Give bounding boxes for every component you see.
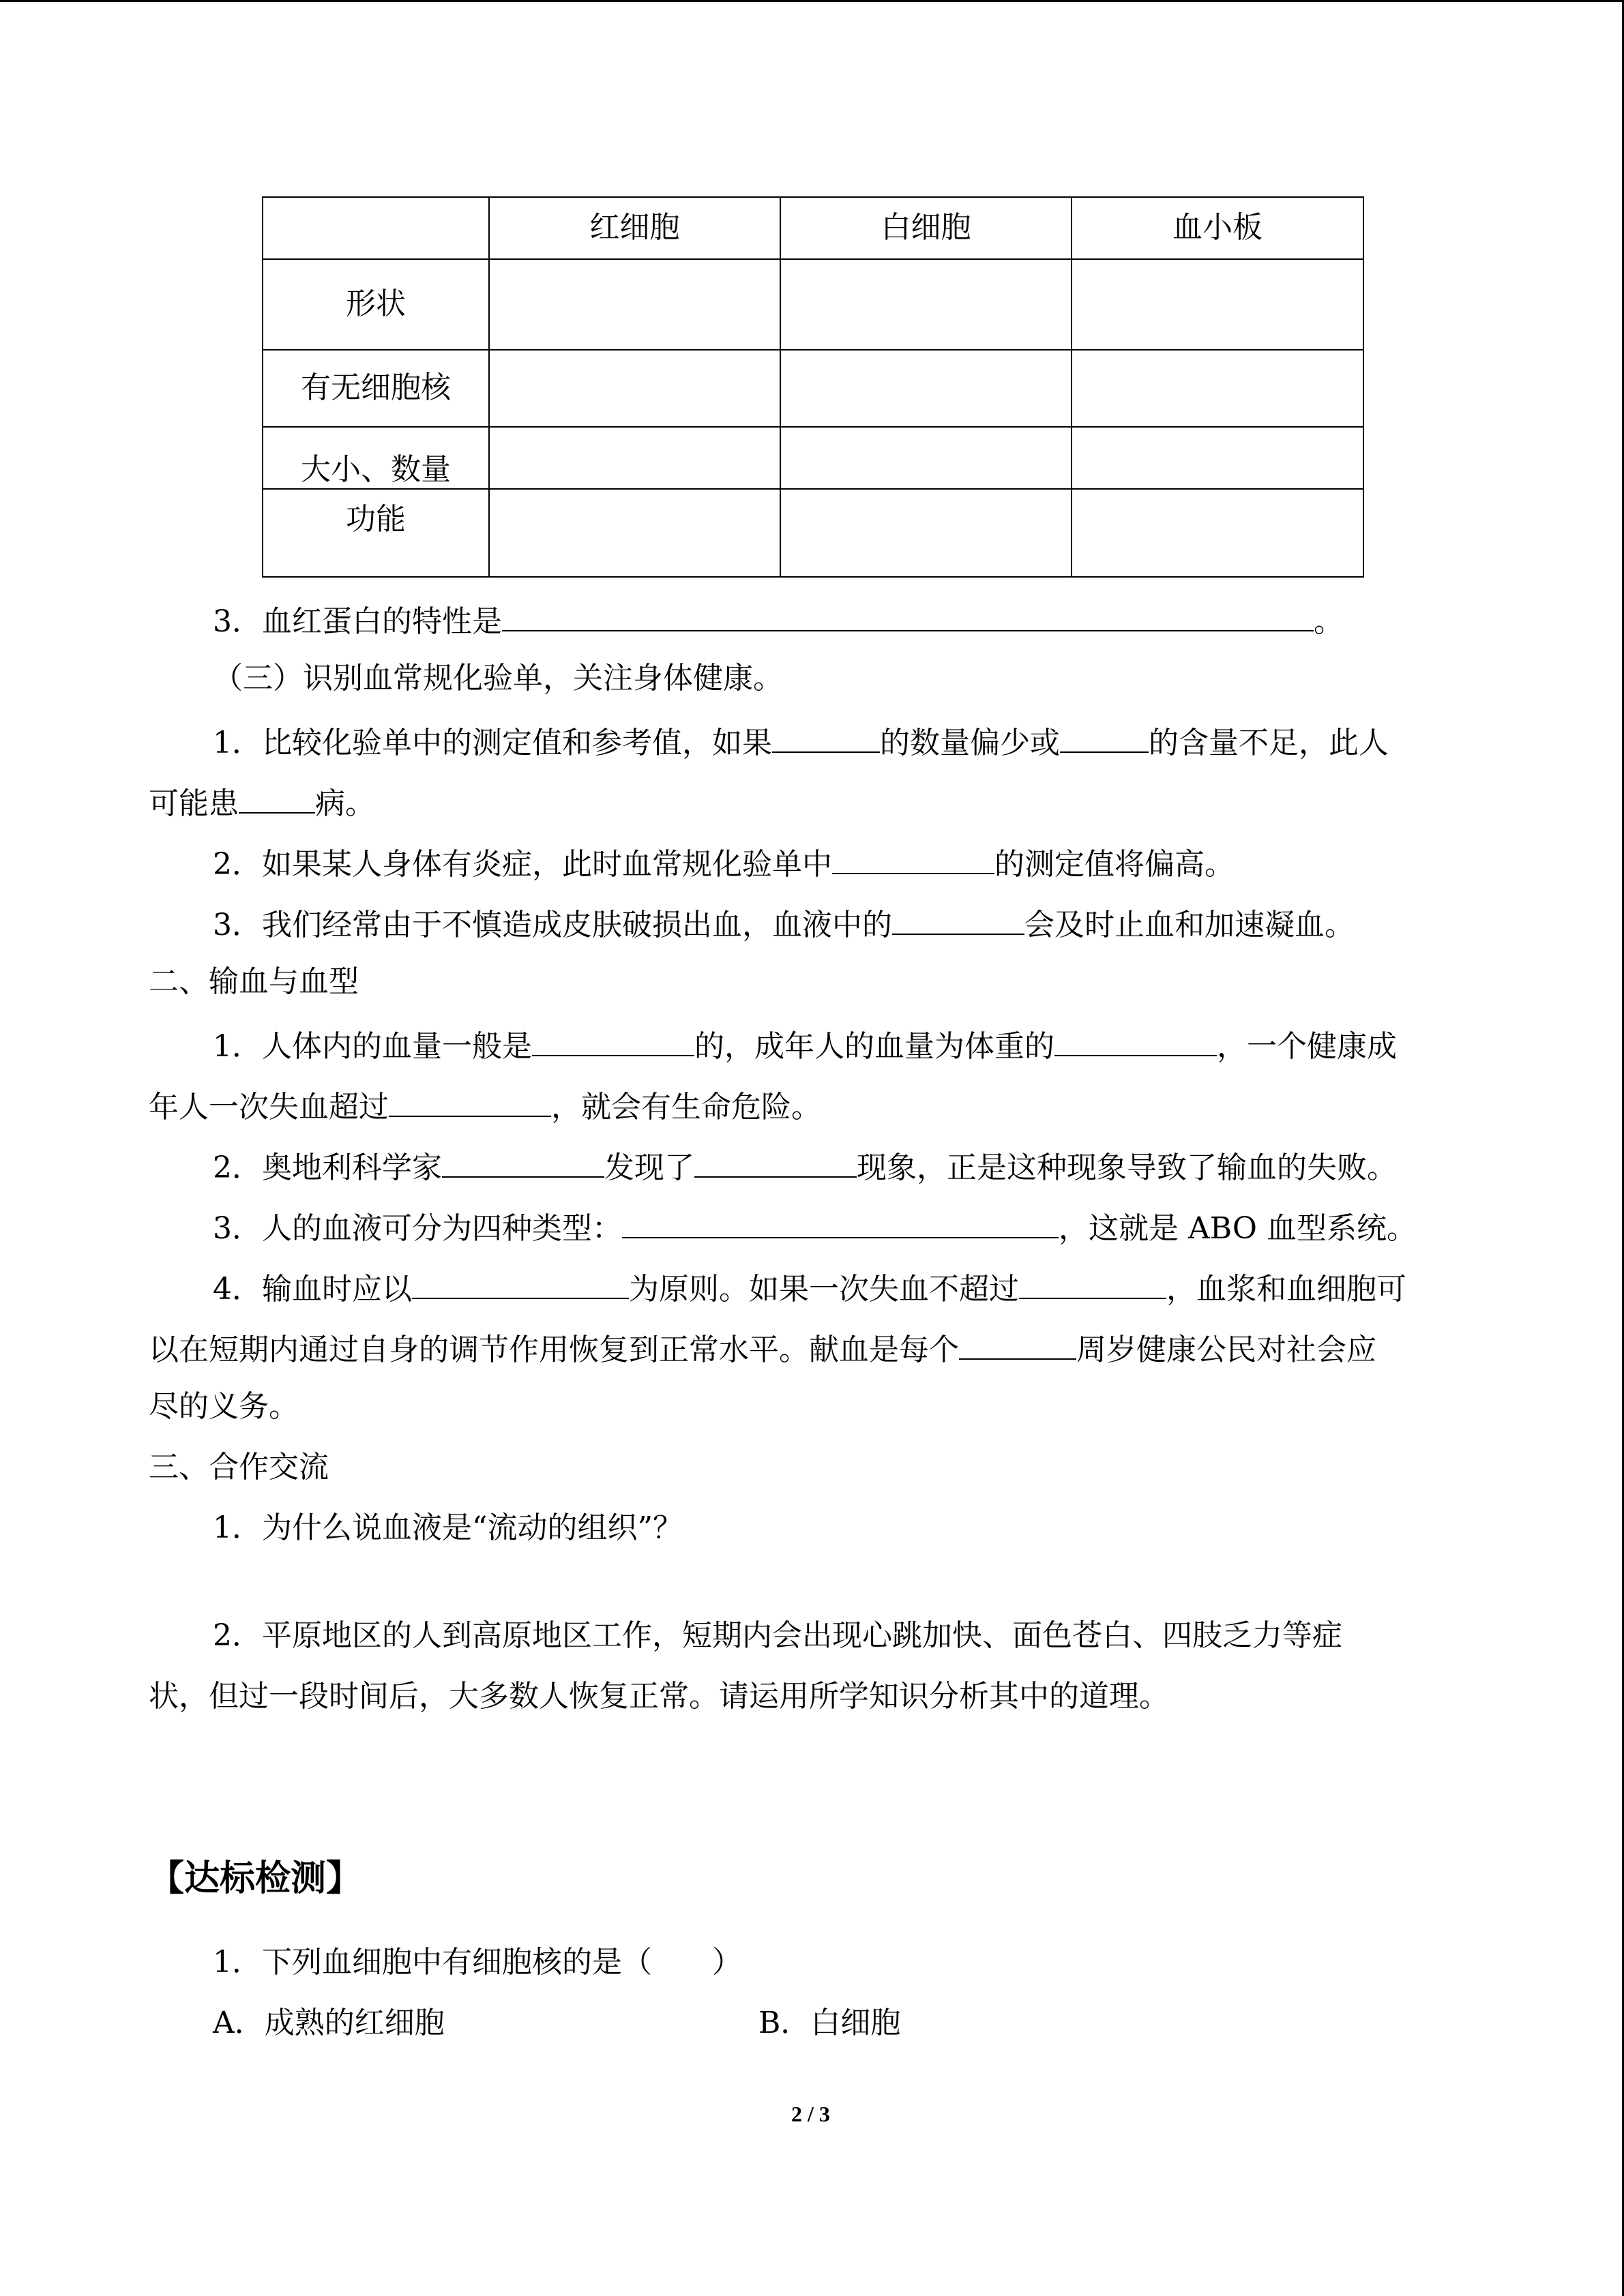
header-white-blood-cell: 白细胞	[780, 197, 1072, 259]
answer-cell[interactable]	[489, 259, 780, 350]
question-line	[149, 1083, 821, 1128]
line-text: A．成熟的红细胞	[213, 2006, 445, 2040]
line-text: ，这就是 ABO 血型系统。	[1059, 1211, 1417, 1246]
answer-blank[interactable]	[502, 597, 1314, 631]
page-number: 2 / 3	[791, 2102, 830, 2126]
answer-cell[interactable]	[1072, 489, 1363, 577]
discussion-question-2-cont	[149, 1676, 1169, 1717]
line-text: 2．奥地利科学家	[213, 1150, 442, 1185]
question-line	[213, 1144, 1397, 1189]
table-row	[263, 259, 1363, 350]
line-text: 会及时止血和加速凝血。	[1024, 908, 1355, 942]
answer-blank[interactable]	[1019, 1265, 1166, 1299]
answer-blank[interactable]	[412, 1265, 629, 1299]
line-text: ，一个健康成	[1217, 1029, 1397, 1064]
header-red-blood-cell: 红细胞	[489, 197, 780, 259]
line-text: 病。	[315, 786, 375, 821]
line-text: 的测定值将偏高。	[994, 847, 1235, 882]
answer-blank[interactable]	[532, 1022, 694, 1056]
answer-blank[interactable]	[892, 901, 1024, 935]
answer-cell[interactable]	[780, 427, 1072, 489]
table-corner-cell	[263, 197, 489, 259]
question-line	[213, 1265, 1406, 1310]
answer-blank[interactable]	[772, 719, 880, 753]
line-text: 的，成年人的血量为体重的	[694, 1029, 1054, 1064]
line-text: 4．输血时应以	[213, 1272, 412, 1307]
line-text: 2．如果某人身体有炎症，此时血常规化验单中	[213, 847, 832, 882]
line-text: 可能患	[149, 786, 239, 821]
table-row	[263, 489, 1363, 577]
answer-blank[interactable]	[1060, 719, 1149, 753]
line-text: 二、输血与血型	[149, 964, 359, 999]
table-row	[263, 427, 1363, 489]
line-text: 1．人体内的血量一般是	[213, 1029, 532, 1064]
quiz-question	[213, 1942, 742, 1983]
answer-blank[interactable]	[389, 1083, 551, 1117]
question-line	[149, 1326, 1376, 1371]
answer-cell[interactable]	[489, 350, 780, 427]
answer-cell[interactable]	[1072, 259, 1363, 350]
discussion-question-2	[213, 1615, 1342, 1656]
row-label-nucleus: 有无细胞核	[263, 350, 489, 427]
blood-cell-comparison-table	[262, 196, 1364, 578]
line-text: ，就会有生命危险。	[551, 1090, 821, 1124]
line-text: ，血浆和血细胞可	[1166, 1272, 1406, 1307]
answer-cell[interactable]	[780, 350, 1072, 427]
answer-blank[interactable]	[1054, 1022, 1217, 1056]
header-platelet: 血小板	[1072, 197, 1363, 259]
answer-cell[interactable]	[780, 489, 1072, 577]
hemoglobin-property-line	[213, 597, 1344, 642]
line-text: 的含量不足，此人	[1149, 726, 1389, 760]
section-title-2	[149, 961, 359, 1002]
line-text: 以在短期内通过自身的调节作用恢复到正常水平。献血是每个	[149, 1332, 959, 1367]
answer-blank[interactable]	[239, 779, 315, 814]
question-line	[149, 1386, 299, 1427]
line-text: B．白细胞	[758, 2006, 901, 2040]
quiz-option-b[interactable]	[758, 2003, 900, 2044]
subsection-title-3	[213, 658, 783, 699]
line-text: 3．我们经常由于不慎造成皮肤破损出血，血液中的	[213, 908, 892, 942]
question-line	[213, 719, 1389, 764]
line-text: 年人一次失血超过	[149, 1090, 389, 1124]
line-text: 。	[1314, 604, 1344, 639]
line-text: 现象，正是这种现象导致了输血的失败。	[857, 1150, 1397, 1185]
line-text: 周岁健康公民对社会应	[1076, 1332, 1376, 1367]
line-text: 为原则。如果一次失血不超过	[629, 1272, 1019, 1307]
question-line	[213, 1022, 1397, 1067]
quiz-option-a[interactable]	[213, 2003, 445, 2044]
answer-cell[interactable]	[489, 427, 780, 489]
answer-blank[interactable]	[959, 1326, 1076, 1360]
answer-cell[interactable]	[1072, 427, 1363, 489]
answer-blank[interactable]	[832, 840, 994, 874]
page-top-border	[0, 0, 1624, 2]
question-line	[149, 779, 375, 824]
line-text: 发现了	[604, 1150, 694, 1185]
row-label-size-count: 大小、数量	[263, 427, 489, 489]
question-line	[213, 1204, 1417, 1249]
question-line	[213, 840, 1235, 885]
row-label-shape: 形状	[263, 259, 489, 350]
line-text: 1．下列血细胞中有细胞核的是（ ）	[213, 1945, 742, 1980]
line-text: 2．平原地区的人到高原地区工作，短期内会出现心跳加快、面色苍白、四肢乏力等症	[213, 1618, 1342, 1653]
question-line	[213, 901, 1355, 946]
answer-blank[interactable]	[622, 1204, 1059, 1238]
line-text: 3．血红蛋白的特性是	[213, 604, 502, 639]
discussion-question-1	[213, 1508, 683, 1549]
section-title-3	[149, 1447, 329, 1488]
line-text: （三）识别血常规化验单，关注身体健康。	[213, 661, 783, 696]
table-row	[263, 350, 1363, 427]
answer-cell[interactable]	[489, 489, 780, 577]
table-header-row	[263, 197, 1363, 259]
answer-cell[interactable]	[1072, 350, 1363, 427]
row-label-function: 功能	[263, 489, 489, 577]
line-text: 尽的义务。	[149, 1389, 299, 1424]
line-text: 1．为什么说血液是“流动的组织”？	[213, 1510, 683, 1545]
line-text: 的数量偏少或	[880, 726, 1060, 760]
answer-blank[interactable]	[442, 1144, 604, 1178]
line-text: 1．比较化验单中的测定值和参考值，如果	[213, 726, 772, 760]
line-text: 状，但过一段时间后，大多数人恢复正常。请运用所学知识分析其中的道理。	[149, 1679, 1169, 1714]
line-text: 三、合作交流	[149, 1450, 329, 1485]
answer-cell[interactable]	[780, 259, 1072, 350]
answer-blank[interactable]	[694, 1144, 857, 1178]
line-text: 3．人的血液可分为四种类型：	[213, 1211, 622, 1246]
section-heading: 【达标检测】	[149, 1858, 362, 1899]
